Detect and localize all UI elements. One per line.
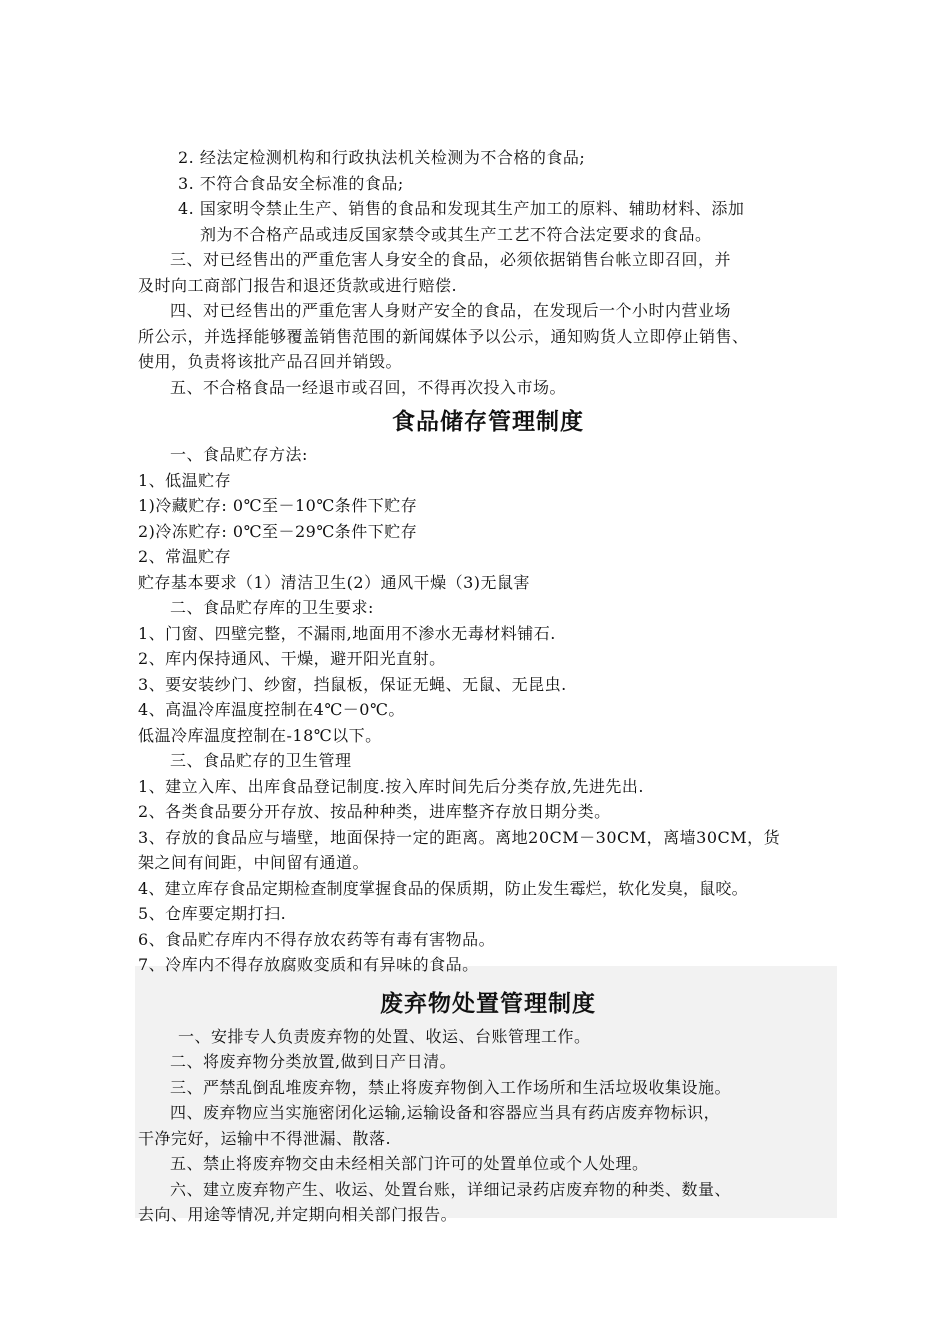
storage-line: 1、建立入库、出库食品登记制度.按入库时间先后分类存放,先进先出. bbox=[138, 776, 644, 796]
storage-line: 低温冷库温度控制在-18℃以下。 bbox=[138, 725, 382, 745]
list-item: 4. 国家明令禁止生产、销售的食品和发现其生产加工的原料、辅助材料、添加 bbox=[178, 199, 745, 218]
waste-line: 三、严禁乱倒乱堆废弃物，禁止将废弃物倒入工作场所和生活垃圾收集设施。 bbox=[170, 1077, 732, 1097]
waste-line: 二、将废弃物分类放置,做到日产日清。 bbox=[170, 1052, 457, 1071]
waste-line: 去向、用途等情况,并定期向相关部门报告。 bbox=[138, 1205, 458, 1224]
storage-section-title: 食品储存管理制度 bbox=[392, 409, 584, 435]
storage-line: 3、要安装纱门、纱窗，挡鼠板，保证无蝇、无鼠、无昆虫. bbox=[138, 674, 567, 694]
storage-line: 2)冷冻贮存: 0℃至－29℃条件下贮存 bbox=[138, 521, 418, 541]
storage-line: 贮存基本要求（1）清洁卫生(2）通风干燥（3)无鼠害 bbox=[138, 572, 531, 592]
storage-line: 1、门窗、四壁完整，不漏雨,地面用不渗水无毒材料铺石. bbox=[138, 623, 556, 643]
paragraph-continuation: 使用，负责将该批产品召回并销毁。 bbox=[138, 352, 403, 371]
storage-line: 6、食品贮存库内不得存放农药等有毒有害物品。 bbox=[138, 929, 496, 949]
waste-line: 干净完好，运输中不得泄漏、散落. bbox=[138, 1128, 392, 1148]
storage-line: 4、建立库存食品定期检查制度掌握食品的保质期，防止发生霉烂，软化发臭，鼠咬。 bbox=[138, 878, 748, 898]
waste-line: 六、建立废弃物产生、收运、处置台账，详细记录药店废弃物的种类、数量、 bbox=[170, 1179, 732, 1199]
storage-line: 4、高温冷库温度控制在4℃－0℃。 bbox=[138, 700, 405, 719]
storage-line: 1、低温贮存 bbox=[138, 470, 232, 490]
waste-section-title: 废弃物处置管理制度 bbox=[380, 990, 596, 1017]
storage-line: 架之间有间距，中间留有通道。 bbox=[138, 853, 370, 872]
storage-line: 7、冷库内不得存放腐败变质和有异味的食品。 bbox=[138, 955, 479, 974]
paragraph-continuation: 所公示，并选择能够覆盖销售范围的新闻媒体予以公示，通知购货人立即停止销售、 bbox=[138, 326, 749, 346]
document-page bbox=[138, 145, 838, 1228]
waste-line: 五、禁止将废弃物交由未经相关部门许可的处置单位或个人处理。 bbox=[170, 1154, 649, 1173]
list-item: 3. 不符合食品安全标准的食品; bbox=[178, 173, 404, 193]
paragraph: 五、不合格食品一经退市或召回，不得再次投入市场。 bbox=[170, 377, 567, 397]
waste-line: 四、废弃物应当实施密闭化运输,运输设备和容器应当具有药店废弃物标识， bbox=[170, 1103, 721, 1122]
waste-line: 一、安排专人负责废弃物的处置、收运、台账管理工作。 bbox=[178, 1026, 591, 1046]
list-item-continuation: 剂为不合格产品或违反国家禁令或其生产工艺不符合法定要求的食品。 bbox=[200, 224, 712, 244]
storage-line: 三、食品贮存的卫生管理 bbox=[170, 751, 352, 770]
storage-line: 1)冷藏贮存: 0℃至－10℃条件下贮存 bbox=[138, 496, 418, 515]
storage-line: 一、食品贮存方法: bbox=[170, 445, 308, 464]
storage-line: 二、食品贮存库的卫生要求: bbox=[170, 598, 374, 617]
storage-line: 5、仓库要定期打扫. bbox=[138, 904, 287, 923]
paragraph-continuation: 及时向工商部门报告和退还货款或进行赔偿. bbox=[138, 275, 458, 295]
list-item: 2. 经法定检测机构和行政执法机关检测为不合格的食品; bbox=[178, 148, 586, 167]
paragraph: 四、对已经售出的严重危害人身财产安全的食品，在发现后一个小时内营业场 bbox=[170, 301, 732, 320]
storage-line: 2、库内保持通风、干燥，避开阳光直射。 bbox=[138, 649, 446, 668]
storage-line: 3、存放的食品应与墙壁，地面保持一定的距离。离地20CM－30CM，离墙30CM，货 bbox=[138, 827, 781, 847]
storage-line: 2、各类食品要分开存放、按品种种类，进库整齐存放日期分类。 bbox=[138, 802, 611, 821]
storage-line: 2、常温贮存 bbox=[138, 547, 232, 566]
paragraph: 三、对已经售出的严重危害人身安全的食品，必须依据销售台帐立即召回，并 bbox=[170, 250, 732, 269]
